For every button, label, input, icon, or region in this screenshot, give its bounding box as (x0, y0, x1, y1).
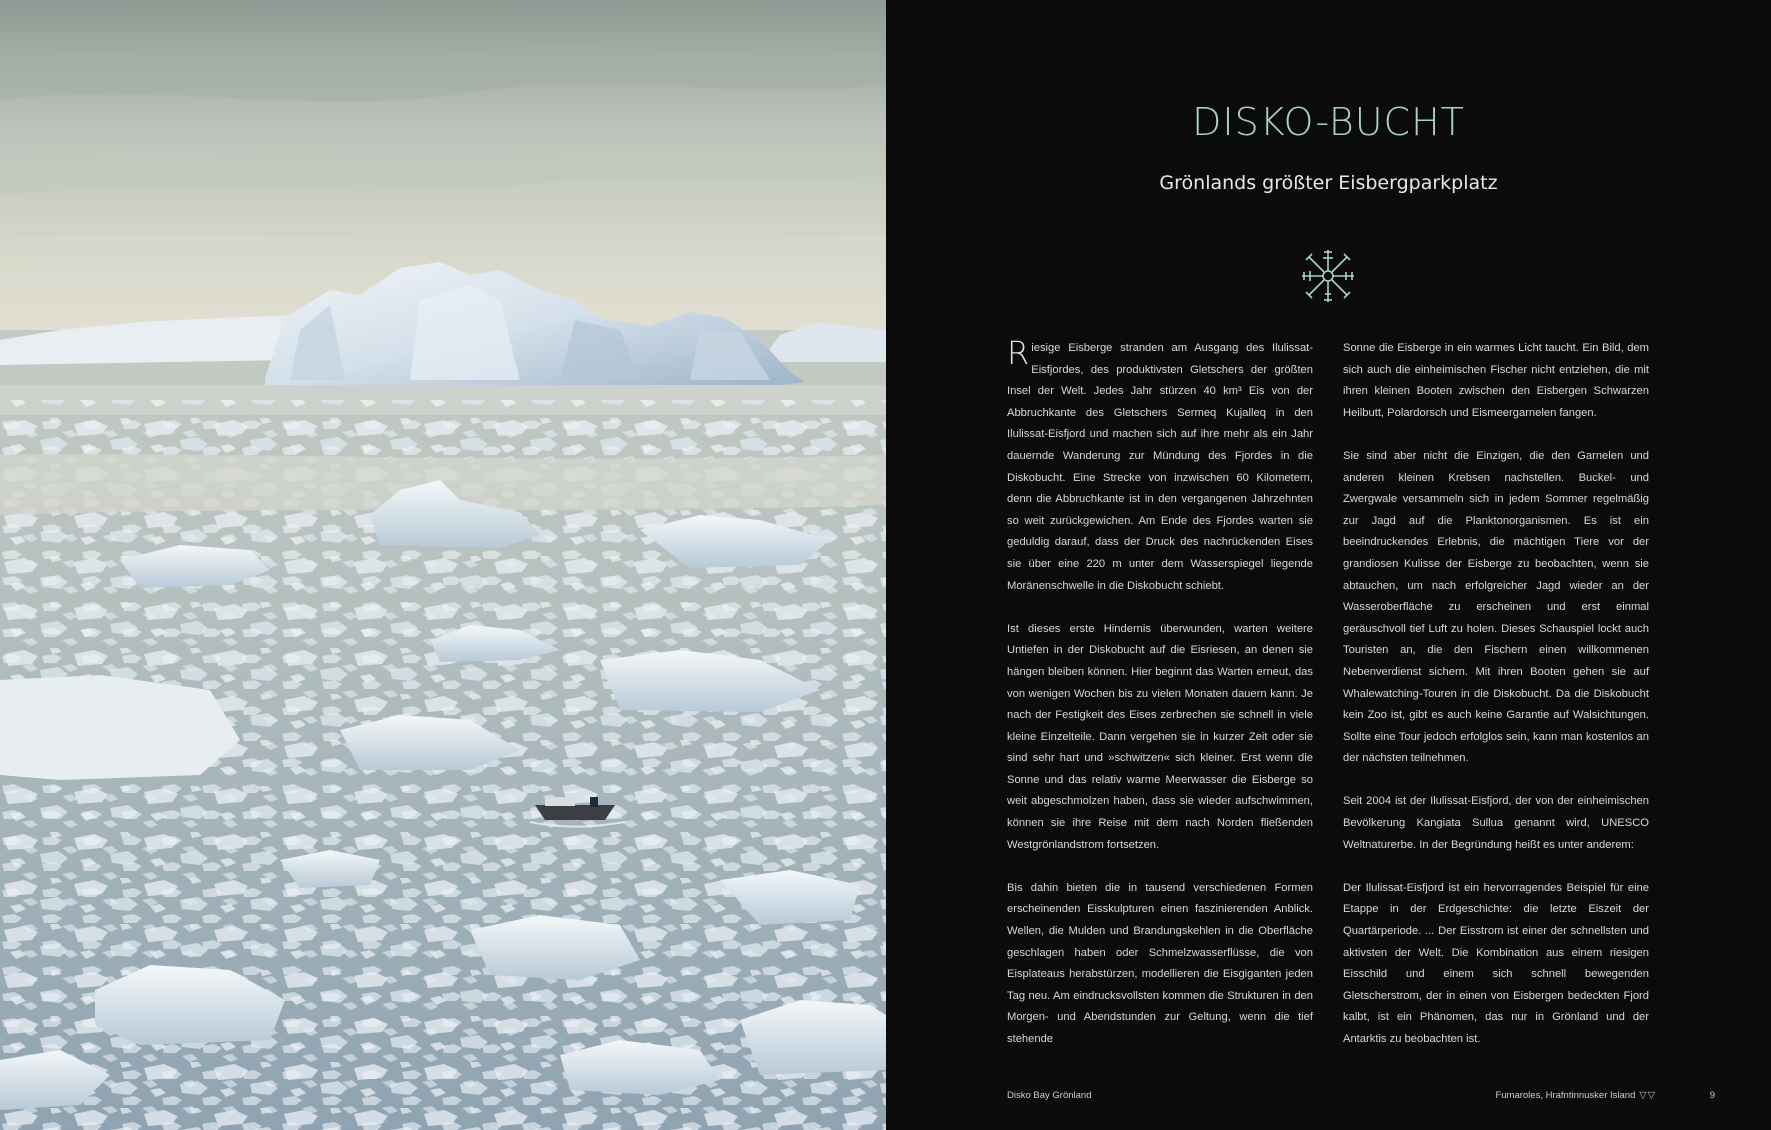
paragraph (1007, 334, 1313, 597)
paragraph: Sonne die Eisberge in ein warmes Licht taucht. Ein Bild, dem sich auch die einheimischen Fischer nicht entziehen, die mit ihren kleinen Booten zwischen den Eisbergen Schwarzen Heilbutt, Polardorsch und Eismeergarnelen fangen. (1343, 342, 1649, 419)
paragraph: Bis dahin bieten die in tausend verschiedenen Formen erscheinenden Eisskulpturen einen faszinierenden Anblick. Wellen, die Mulden und Brandungskehlen in die Oberfläche geschlagen haben oder Schmelzwasserflüsse, die von Eisplateaus herabstürzen, modellieren die Eisgiganten jeden Tag neu. Am eindrucksvollsten kommen die Strukturen in den Morgen- und Abendstunden zur Geltung, wenn die tief stehende (1007, 881, 1313, 1045)
text-column-right (1343, 338, 1649, 1051)
paragraph: Seit 2004 ist der Ilulissat-Eisfjord, der von der einheimischen Bevölkerung Kangiata Sullua genannt wird, UNESCO Weltnaturerbe. In der Begründung heißt es unter anderem: (1343, 795, 1649, 851)
article-subtitle: Grönlands größter Eisbergparkplatz (1159, 172, 1498, 194)
dropcap: R (1007, 334, 1030, 372)
paragraph: Der Ilulissat-Eisfjord ist ein hervorragendes Beispiel für eine Etappe in der Erdgeschichte: die letzte Eiszeit der Quartärperiode. ... Der Eisstrom ist einer der schnellsten und aktivsten der Welt. Die Kombination aus einem riesigen Eisschild und einem sich schnell bewegenden Gletscherstrom, der in einen von Eisbergen bedeckten Fjord kalbt, ist ein Phänomen, das nur in Grönland und der Antarktis zu beobachten ist. (1343, 881, 1649, 1045)
photo-caption-right (1495, 1090, 1656, 1101)
article-page (886, 0, 1771, 1130)
paragraph-text: iesige Eisberge stranden am Ausgang des Ilulissat-Eisfjordes, des produktivsten Gletschers der größten Insel der Welt. Jedes Jahr stürzen 40 km³ Eis von der Abbruchkante des Gletschers Sermeq Kujalleq in den Ilulissat-Eisfjord und machen sich auf ihre mehr als ein Jahr dauernde Wanderung zur Mündung des Fjordes in die Diskobucht. Eine Strecke von inzwischen 60 Kilometern, denn die Abbruchkante ist in den vergangenen Jahrzehnten so weit zurückgewichen. Am Ende des Fjordes warten sie geduldig darauf, dass der Druck des nachrückenden Eises sie über eine 220 m unter dem Wasserspiegel liegende Moränenschwelle in die Diskobucht schiebt. (1007, 342, 1313, 592)
article-title: DISKO-BUCHT (1192, 100, 1465, 144)
viking-compass-icon (1298, 246, 1358, 306)
triangle-arrows-icon: ▽▽ (1639, 1090, 1656, 1101)
caption-text: Fumaroles, Hrafntinnusker Island (1495, 1090, 1636, 1101)
paragraph: Sie sind aber nicht die Einzigen, die den Garnelen und anderen kleinen Krebsen nachstellen. Buckel- und Zwergwale versammeln sich in jedem Sommer regelmäßig zur Jagd auf die Planktonorganismen. Es ist ein beeindruckendes Erlebnis, die mächtigen Tiere vor der grandiosen Kulisse der Eisberge zu beobachten, wenn sie abtauchen, um nach erfolgreicher Jagd wieder an der Wasseroberfläche zu erscheinen und erst einmal geräuschvoll tief Luft zu holen. Dieses Schauspiel lockt auch Touristen an, die den Fischern einen willkommenen Nebenverdienst sichern. Mit ihren Booten gehen sie auf Whalewatching-Touren in die Diskobucht. Da die Diskobucht kein Zoo ist, gibt es auch keine Garantie auf Walsichtungen. Sollte eine Tour jedoch erfolglos sein, kann man kostenlos an der nächsten teilnehmen. (1343, 449, 1649, 765)
photo-caption-left: Disko Bay Grönland (1007, 1090, 1092, 1101)
page-number: 9 (1709, 1090, 1715, 1101)
text-column-left (1007, 334, 1313, 1051)
paragraph: Ist dieses erste Hindernis überwunden, warten weitere Untiefen in der Diskobucht auf die Eisriesen, an denen sie hängen bleiben können. Hier beginnt das Warten erneut, das von wenigen Wochen bis zu vielen Monaten dauern kann. Je nach der Festigkeit des Eises zerbrechen sie schnell in viele kleine Einzelteile. Dann vergehen sie in kurzer Zeit oder sie sind sehr hart und »schwitzen« sich kleiner. Erst wenn die Sonne und das relativ warme Meerwasser die Eisberge so weit abgeschmolzen haben, dass sie wieder aufschwimmen, können sie ihre Reise mit dem nach Norden fließenden Westgrönlandstrom fortsetzen. (1007, 622, 1313, 851)
